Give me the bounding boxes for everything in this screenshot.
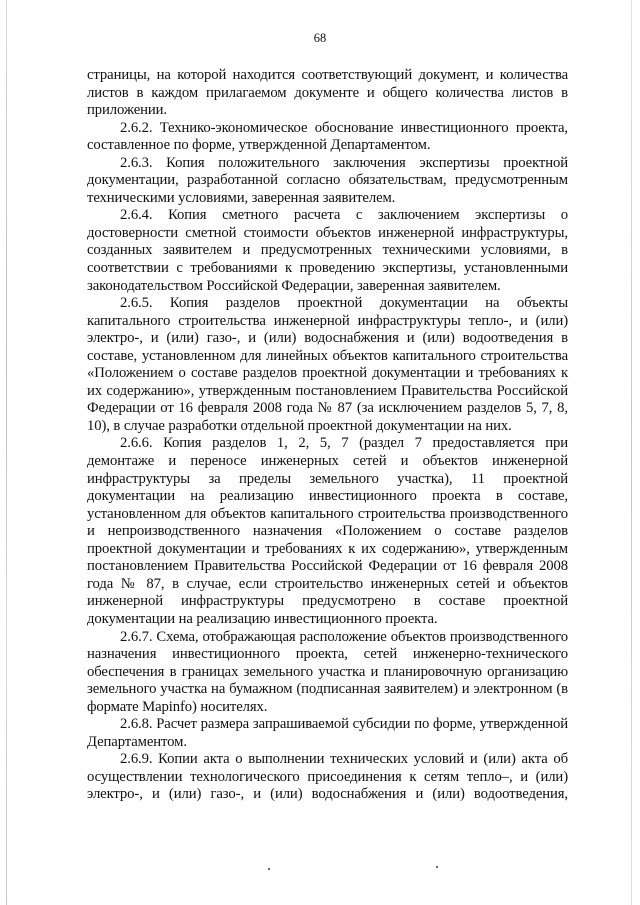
page-number: 68 (313, 31, 327, 45)
paragraph-2-6-7: 2.6.7. Схема, отображающая расположение объектов производственного назначения инвестиционного проекта, сетей инженерно-технического обеспечения в границах земельного участка и планировочную организацию земельного участка на бумажном (подписанная заявителем) и электронном (в формате Mapinfo) носителях. (87, 628, 568, 715)
scan-edge-left (6, 0, 7, 905)
paragraph-2-6-3: 2.6.3. Копия положительного заключения экспертизы проектной документации, разработанной согласно обязательствам, предусмотренным техническими условиями, заверенная заявителем. (87, 154, 568, 206)
scan-speck (268, 868, 270, 870)
paragraph-2-6-8: 2.6.8. Расчет размера запрашиваемой субсидии по форме, утвержденной Департаментом. (87, 716, 568, 750)
paragraph-2-6-2: 2.6.2. Технико-экономическое обоснование инвестиционного проекта, составленное по форме, утвержденной Департаментом. (87, 119, 568, 154)
paragraph-2-6-9: 2.6.9. Копии акта о выполнении технических условий и (или) акта об осуществлении технологического присоединения к сетям тепло–, и (или) электро-, и (или) газо-, и (или) водоснабжения и (или) водоотведения, (87, 751, 568, 803)
scan-edge-right (631, 0, 632, 905)
paragraph-2-6-5: 2.6.5. Копия разделов проектной документации на объекты капитального строительства инженерной инфраструктуры тепло-, и (или) электро-, и (или) газо-, и (или) водоснабжения и (или) водоотведения в составе, установленном для линейных объектов капитального строительства «Положением о составе разделов проектной документации и требованиях к их содержанию», утвержденным постановлением Правительства Российской Федерации от 16 февраля 2008 года № 87 (за исключением разделов 5, 7, 8, 10), в случае разработки отдельной проектной документации на них. (87, 295, 568, 434)
paragraph-continuation: страницы, на которой находится соответствующий документ, и количества листов в каждом прилагаемом документе и общего количества листов в приложении. (87, 67, 568, 119)
paragraph-2-6-6: 2.6.6. Копия разделов 1, 2, 5, 7 (раздел 7 предоставляется при демонтаже и переносе инженерных сетей и объектов инженерной инфраструктуры за пределы земельного участка), 11 проектной документации на реализацию инвестиционного проекта в составе, установленном для объектов капитального строительства производственного и непроизводственного назначения «Положением о составе разделов проектной документации и требованиях к их содержанию», утвержденным постановлением Правительства Российской Федерации от 16 февраля 2008 года № 87, в случае, если строительство инженерных сетей и объектов инженерной инфраструктуры предусмотрено в составе проектной документации на реализацию инвестиционного проекта. (87, 435, 568, 627)
paragraph-2-6-4: 2.6.4. Копия сметного расчета с заключением экспертизы о достоверности сметной стоимости объектов инженерной инфраструктуры, созданных заявителем и предусмотренных техническими условиями, в соответствии с требованиями к проведению экспертизы, установленными законодательством Российской Федерации, заверенная заявителем. (87, 207, 568, 294)
document-body (87, 67, 568, 804)
scan-speck (436, 866, 438, 868)
